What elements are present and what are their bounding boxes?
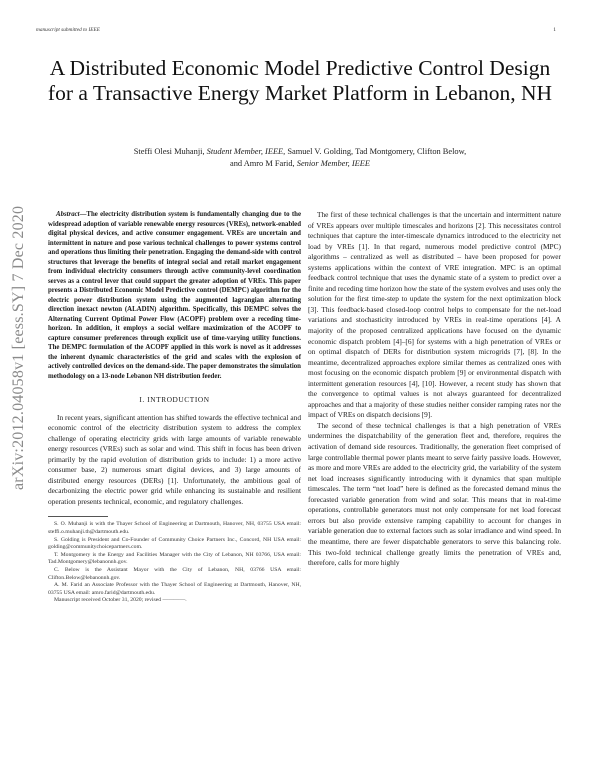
- body-paragraph: The second of these technical challenges is that a high penetration of VREs undermines the dispatchability of the generation fleet and, therefore, requires the activation of demand side resources. Traditionally, the generation fleet comprised of large controllable thermal power plants meant to serve fairly passive loads. However, as more and more VREs are added to the electricity grid, the variability of the system net load increases significantly introducing with it dynamics that span multiple timescales. The term “net load” here is defined as the forecasted demand minus the forecasted variable generation from wind and solar. This means that in real-time operations, controllable generators must not only compensate for net load forecast errors but also provide extensive ramping capability to account for changes in variable generation due to external factors such as solar irradiance and wind speed. In the meantime, there are fewer dispatchable generators to serve this balancing role. This two-fold technical challenge greatly limits the penetration of VREs and, therefore, calls for more highly: [308, 420, 561, 568]
- footnote: Manuscript received October 31, 2020; revised ————.: [54, 597, 187, 604]
- footnote: S. O. Muhanji is with the Thayer School of Engineering at Dartmouth, Hanover, NH, 03755 USA email: steffi.o.muhanji.th@dartmouth.edu.: [48, 521, 301, 536]
- footnote: T. Montgomery is the Energy and Facilities Manager with the City of Lebanon, NH 03766, USA email: Tad.Montgomery@lebanonnh.gov.: [48, 551, 301, 566]
- author-name: and Amro M Farid,: [229, 159, 297, 168]
- body-paragraph: The first of these technical challenges is that the uncertain and intermittent nature of VREs appears over multiple timescales and horizons [2]. This necessitates control techniques that capture the inter-timescale dynamics introduced to the electricity net load by VREs [1]. In that regard, numerous model predictive control (MPC) algorithms – centralized as well as distributed – have been proposed for power systems applications within the context of VRE integration. MPC is an optimal feedback control technique that uses the dynamic state of a system to predict over a finite and receding time horizon how the state of the system evolves and uses only the solution for the first time-step to update the system for the next optimization block [3]. This feedback-based closed-loop control helps to compensate for the net-load variations and stochasticity introduced by VREs in real-time operations [4]. A majority of the proposed centralized applications have focused on the dynamic economic dispatch problem [4]–[6] for systems with a high penetration of VREs or on optimal dispatch of DERs for distribution system microgrids [7], [8]. In the meantime, decentralized approaches explore similar themes as centralized ones with most focusing on the economic dispatch problem [9] or environmental dispatch with intermittent generation resources [4], [10]. However, a recent study has shown that the convergence to optimal values is not always guaranteed for decentralized approaches and that a majority of these studies neither consider ramping rates nor the impact of VREs on dispatch decisions [9].: [308, 210, 561, 420]
- page-number: 1: [553, 27, 556, 33]
- abstract-label: Abstract: [56, 211, 80, 218]
- abstract: [48, 210, 301, 381]
- running-head: manuscript submitted to IEEE: [36, 27, 100, 33]
- arxiv-stamp: arXiv:2012.04058v1 [eess.SY] 7 Dec 2020: [10, 205, 27, 490]
- footnote: S. Golding is President and Co-Founder of Community Choice Partners Inc., Concord, NH USA email: golding@communitychoicepartners.com.: [48, 536, 301, 551]
- footnote: C. Below is the Assistant Mayor with the City of Lebanon, NH, 03766 USA email: Clifton.Below@lebanonnh.gov.: [48, 567, 301, 581]
- author-list: [60, 146, 540, 170]
- footnote: A. M. Farid an Associate Professor with the Thayer School of Engineering at Dartmouth, Hanover, NH, 03755 USA email: amro.farid@dartmouth.edu.: [48, 582, 301, 596]
- left-column: [48, 210, 301, 605]
- author-role: Student Member, IEEE: [206, 147, 284, 156]
- footnote-rule: [48, 516, 108, 517]
- section-heading: I. INTRODUCTION: [139, 395, 210, 404]
- right-column: [308, 210, 561, 569]
- author-role: Senior Member, IEEE: [296, 159, 371, 168]
- abstract-text: —The electricity distribution system is fundamentally changing due to the widespread adoption of variable renewable energy resources (VREs), network-enabled digital physical devices, and active consumer engagement. VREs are uncertain and intermittent in nature and pose various technical challenges to power systems control and operations thus limiting their penetration. Engaging the demand-side with control structures that leverage the benefits of integral social and retail market engagement from individual electricity consumers through active community-level coordination serves as a control lever that could support the greater adoption of VREs. This paper presents a Distributed Economic Model Predictive control (DEMPC) algorithm for the electric power distribution system using the augmented lagrangian alternating direction inexact newton (ALADIN) algorithm. Specifically, this DEMPC solves the Alternating Current Optimal Power Flow (ACOPF) problem over a receding time-horizon. In addition, it employs a social welfare maximization of the ACOPF to capture consumer preferences through explicit use of time-varying utility functions. The DEMPC formulation of the ACOPF applied in this work is novel as it addresses the inherent dynamic characteristics of the grid and scales with the explosion of actively controlled devices on the demand-side. The paper demonstrates the simulation methodology on a 13-node Lebanon NH distribution feeder.: [48, 211, 301, 380]
- body-paragraph: In recent years, significant attention has shifted towards the effective technical and economic control of the electricity distribution system to address the complex challenge of operating electricity grids with large amounts of variable renewable energy resources (VREs) such as solar and wind. This shift in focus has been driven primarily by the rapid evolution of distribution grids to include: 1) a more active consumer base, 2) numerous smart digital devices, and 3) large amounts of distributed energy resources (DERs) [1]. Unfortunately, the ambitious goal of decarbonizing the electric power grid while enhancing its sustainable and resilient operation presents technical, economic, and regulatory challenges.: [48, 412, 301, 506]
- paper-title: A Distributed Economic Model Predictive Control Design for a Transactive Energy Market Platform in Lebanon, NH: [47, 56, 553, 105]
- author-name: Steffi Olesi Muhanji,: [133, 147, 207, 156]
- author-names: , Samuel V. Golding, Tad Montgomery, Clifton Below,: [283, 147, 467, 156]
- footnotes: [48, 521, 301, 605]
